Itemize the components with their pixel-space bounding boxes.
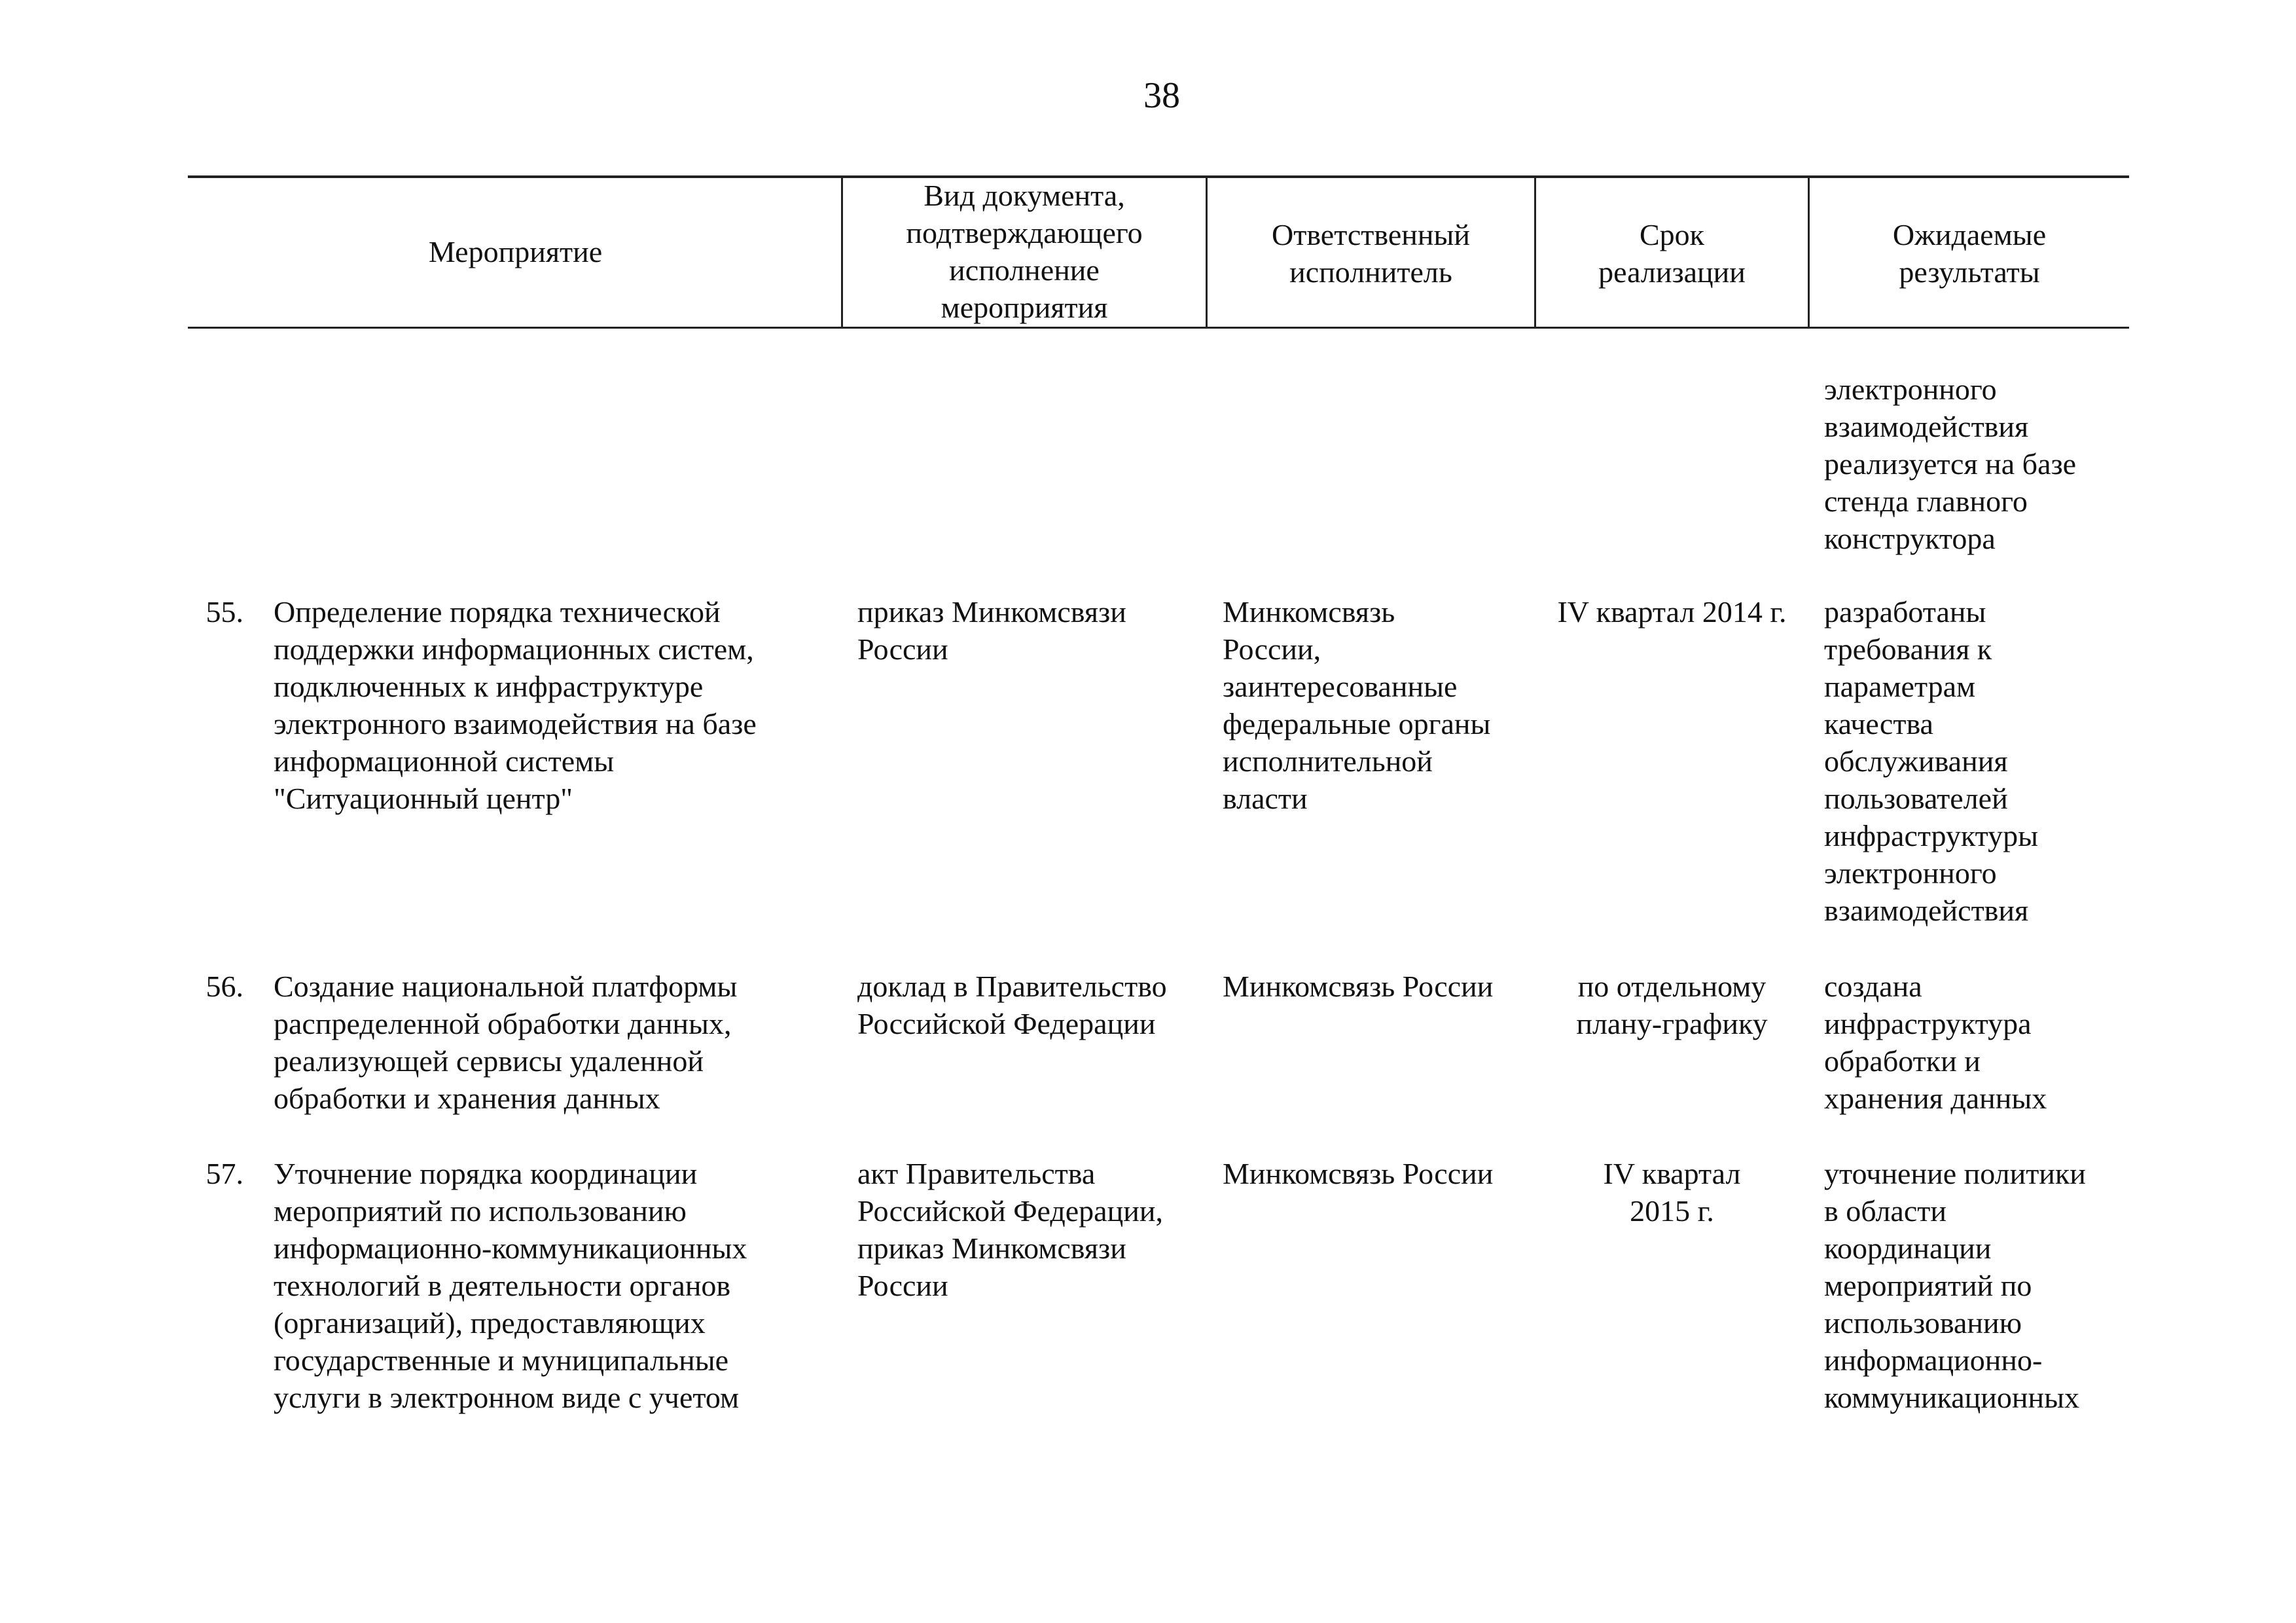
header-responsible-line: Ответственный — [1272, 218, 1470, 251]
table-header-bottom-rule — [188, 327, 2129, 329]
result-line: информационно- — [1824, 1343, 2043, 1377]
row-document — [857, 1155, 1163, 1304]
document-line: приказ Минкомсвязи — [857, 1231, 1126, 1265]
event-line: "Ситуационный центр" — [274, 782, 573, 815]
result-line: в области — [1824, 1194, 1946, 1228]
header-document-line: Вид документа, — [924, 179, 1125, 212]
row-event — [274, 593, 757, 817]
event-line: поддержки информационных систем, — [274, 632, 754, 666]
deadline-line: по отдельному — [1577, 970, 1767, 1003]
responsible-line: Минкомсвязь России — [1223, 1157, 1494, 1190]
header-deadline — [1536, 216, 1808, 291]
row-event — [274, 968, 737, 1117]
row-document — [857, 968, 1167, 1042]
event-line: технологий в деятельности органов — [274, 1269, 731, 1302]
result-line: качества — [1824, 707, 1933, 740]
document-line: Российской Федерации — [857, 1007, 1156, 1040]
result-line: пользователей — [1824, 782, 2008, 815]
event-line: государственные и муниципальные — [274, 1343, 729, 1377]
document-line: акт Правительства — [857, 1157, 1096, 1190]
row-responsible — [1223, 968, 1493, 1005]
result-line: инфраструктуры — [1824, 819, 2039, 852]
event-line: мероприятий по использованию — [274, 1194, 687, 1228]
header-deadline-line: Срок — [1639, 218, 1705, 251]
row-number: 55. — [206, 595, 243, 629]
event-line: подключенных к инфраструктуре — [274, 670, 704, 703]
document-line: доклад в Правительство — [857, 970, 1167, 1003]
event-line: Создание национальной платформы — [274, 970, 738, 1003]
event-line: информационно-коммуникационных — [274, 1231, 747, 1265]
result-line: создана — [1824, 970, 1922, 1003]
responsible-line: России, — [1223, 632, 1321, 666]
result-line: конструктора — [1824, 522, 1996, 555]
continuation-result — [1824, 371, 2076, 557]
event-line: обработки и хранения данных — [274, 1082, 660, 1115]
row-responsible — [1223, 593, 1490, 817]
header-document-line: мероприятия — [941, 291, 1108, 324]
result-line: координации — [1824, 1231, 1992, 1265]
result-line: взаимодействия — [1824, 410, 2029, 443]
deadline-line: IV квартал 2014 г. — [1557, 595, 1787, 629]
result-line: инфраструктура — [1824, 1007, 2032, 1040]
header-event — [190, 233, 841, 270]
event-line: электронного взаимодействия на базе — [274, 707, 757, 740]
header-result-line: результаты — [1899, 255, 2040, 289]
responsible-line: Минкомсвязь России — [1223, 970, 1494, 1003]
result-line: стенда главного — [1824, 484, 2028, 518]
row-document — [857, 593, 1126, 668]
document-line: приказ Минкомсвязи — [857, 595, 1126, 629]
row-result — [1824, 593, 2038, 929]
event-line: информационной системы — [274, 744, 615, 778]
row-deadline — [1536, 593, 1808, 630]
row-event — [274, 1155, 747, 1416]
result-line: реализуется на базе — [1824, 447, 2077, 481]
document-line: России — [857, 632, 948, 666]
responsible-line: заинтересованные — [1223, 670, 1458, 703]
result-line: хранения данных — [1824, 1082, 2047, 1115]
result-line: взаимодействия — [1824, 894, 2029, 927]
row-number: 56. — [206, 970, 243, 1003]
result-line: мероприятий по — [1824, 1269, 2032, 1302]
header-responsible — [1208, 216, 1534, 291]
event-line: (организаций), предоставляющих — [274, 1306, 706, 1340]
header-event-text: Мероприятие — [428, 235, 603, 268]
row-result — [1824, 968, 2047, 1117]
responsible-line: Минкомсвязь — [1223, 595, 1395, 629]
responsible-line: федеральные органы — [1223, 707, 1491, 740]
result-line: обслуживания — [1824, 744, 2008, 778]
page-number: 38 — [1143, 75, 1180, 116]
result-line: обработки и — [1824, 1044, 1981, 1078]
deadline-line: плану-графику — [1576, 1007, 1768, 1040]
result-line: параметрам — [1824, 670, 1976, 703]
document-line: Российской Федерации, — [857, 1194, 1163, 1228]
header-deadline-line: реализации — [1598, 255, 1746, 289]
responsible-line: исполнительной — [1223, 744, 1433, 778]
event-line: Уточнение порядка координации — [274, 1157, 698, 1190]
result-line: требования к — [1824, 632, 1992, 666]
header-document-line: подтверждающего — [906, 216, 1143, 249]
deadline-line: IV квартал — [1603, 1157, 1741, 1190]
result-line: использованию — [1824, 1306, 2022, 1340]
result-line: разработаны — [1824, 595, 1986, 629]
row-result — [1824, 1155, 2086, 1416]
header-document — [843, 177, 1206, 326]
responsible-line: власти — [1223, 782, 1308, 815]
row-number: 57. — [206, 1157, 243, 1190]
event-line: реализующей сервисы удаленной — [274, 1044, 704, 1078]
row-deadline — [1536, 1155, 1808, 1230]
event-line: распределенной обработки данных, — [274, 1007, 732, 1040]
result-line: электронного — [1824, 856, 1997, 890]
row-responsible — [1223, 1155, 1493, 1192]
document-line: России — [857, 1269, 948, 1302]
event-line: Определение порядка технической — [274, 595, 721, 629]
result-line: коммуникационных — [1824, 1381, 2080, 1414]
deadline-line: 2015 г. — [1630, 1194, 1714, 1228]
header-responsible-line: исполнитель — [1289, 255, 1452, 289]
event-line: услуги в электронном виде с учетом — [274, 1381, 740, 1414]
result-line: уточнение политики — [1824, 1157, 2086, 1190]
header-result — [1810, 216, 2129, 291]
result-line: электронного — [1824, 373, 1997, 406]
header-result-line: Ожидаемые — [1892, 218, 2047, 251]
row-deadline — [1536, 968, 1808, 1042]
header-document-line: исполнение — [949, 253, 1100, 287]
